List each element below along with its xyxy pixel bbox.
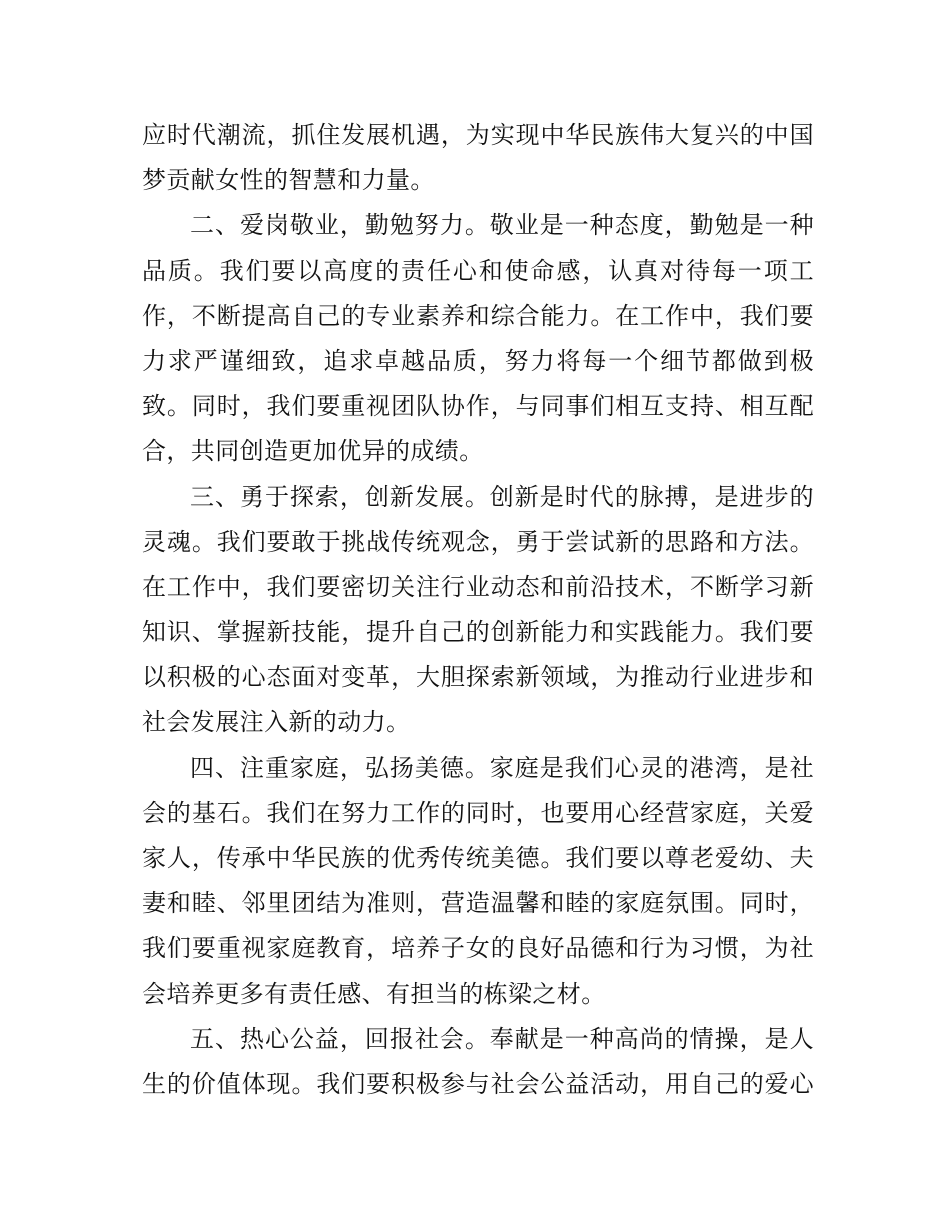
paragraph-3 (142, 475, 814, 746)
text-line: 会的基石。我们在努力工作的同时，也要用心经营家庭，关爱 (142, 798, 814, 827)
text-line: 致。同时，我们要重视团队协作，与同事们相互支持、相互配 (142, 392, 814, 421)
text-line: 我们要重视家庭教育，培养子女的良好品德和行为习惯，为社 (142, 934, 814, 963)
text-line: 品质。我们要以高度的责任心和使命感，认真对待每一项工 (142, 256, 814, 285)
text-line: 作，不断提高自己的专业素养和综合能力。在工作中，我们要 (142, 301, 814, 330)
text-line: 以积极的心态面对变革，大胆探索新领域，为推动行业进步和 (142, 663, 814, 692)
text-line: 三、勇于探索，创新发展。创新是时代的脉搏，是进步的 (190, 482, 814, 511)
text-line: 合，共同创造更加优异的成绩。 (142, 437, 484, 466)
text-line: 应时代潮流，抓住发展机遇，为实现中华民族伟大复兴的中国 (142, 121, 814, 149)
paragraph-5 (142, 1017, 814, 1107)
text-line: 家人，传承中华民族的优秀传统美德。我们要以尊老爱幼、夫 (142, 844, 814, 872)
paragraph-2 (142, 203, 814, 474)
text-line: 妻和睦、邻里团结为准则，营造温馨和睦的家庭氛围。同时， (142, 889, 814, 918)
document-body (142, 113, 814, 1107)
text-line: 梦贡献女性的智慧和力量。 (142, 166, 435, 195)
text-line: 在工作中，我们要密切关注行业动态和前沿技术，不断学习新 (142, 572, 814, 601)
text-line: 灵魂。我们要敢于挑战传统观念，勇于尝试新的思路和方法。 (142, 527, 814, 556)
text-line: 社会发展注入新的动力。 (142, 708, 411, 737)
paragraph-1 (142, 113, 814, 203)
text-line: 生的价值体现。我们要积极参与社会公益活动，用自己的爱心 (142, 1069, 814, 1098)
text-line: 力求严谨细致，追求卓越品质，努力将每一个细节都做到极 (142, 346, 814, 375)
text-line: 知识、掌握新技能，提升自己的创新能力和实践能力。我们要 (142, 618, 814, 647)
text-line: 二、爱岗敬业，勤勉努力。敬业是一种态度，勤勉是一种 (190, 211, 814, 240)
text-line: 五、热心公益，回报社会。奉献是一种高尚的情操，是人 (190, 1024, 814, 1053)
text-line: 四、注重家庭，弘扬美德。家庭是我们心灵的港湾，是社 (190, 753, 814, 782)
text-line: 会培养更多有责任感、有担当的栋梁之材。 (142, 979, 606, 1008)
paragraph-4 (142, 746, 814, 1017)
